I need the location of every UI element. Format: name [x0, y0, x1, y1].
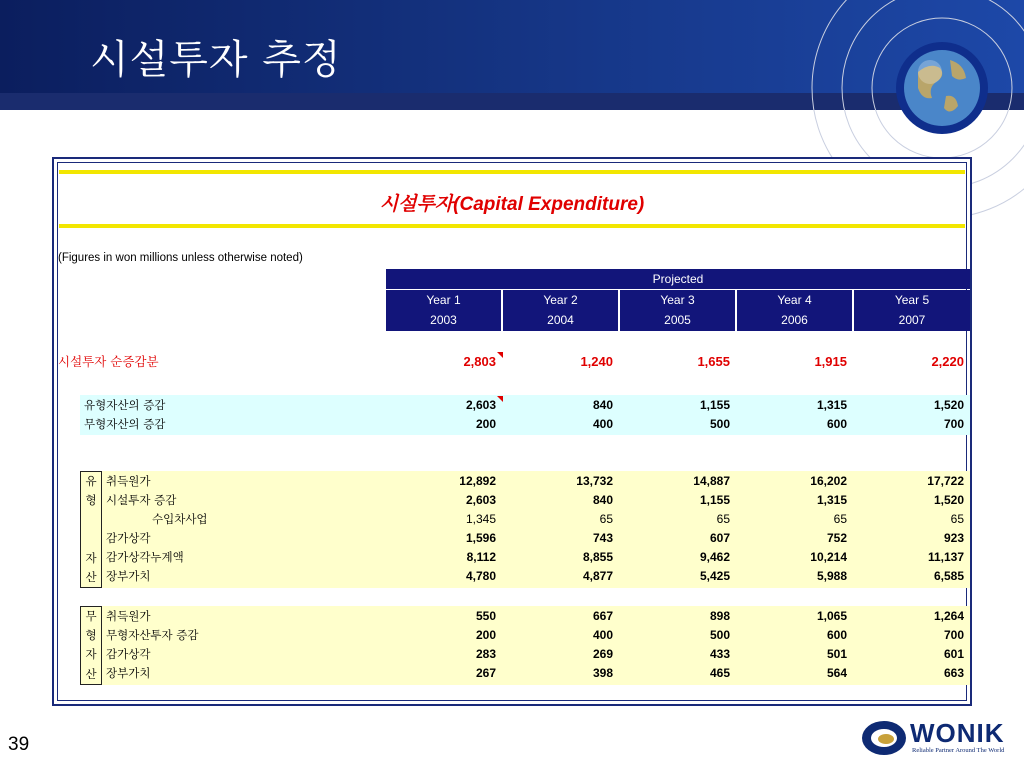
cell-value: 65 [833, 512, 847, 526]
row-label: 시설투자 증감 [106, 493, 177, 507]
logo-tagline: Reliable Partner Around The World [912, 747, 1005, 754]
row-label: 취득원가 [106, 474, 151, 488]
cell-value: 269 [592, 647, 613, 661]
row-label: 장부가치 [106, 569, 151, 583]
cell-value: 14,887 [693, 474, 730, 488]
row-label: 수입차사업 [152, 512, 208, 526]
year-header: Year 5 2007 [854, 290, 970, 331]
table-row [106, 567, 970, 586]
cell-value: 607 [709, 531, 730, 545]
cell-value: 65 [950, 512, 964, 526]
title-rule-top [59, 170, 965, 174]
row-label: 장부가치 [106, 666, 151, 680]
table-row [106, 529, 970, 548]
row-label: 시설투자 순증감분 [58, 354, 159, 369]
cell-value: 600 [826, 628, 847, 642]
cell-value: 840 [592, 493, 613, 507]
cell-value: 465 [709, 666, 730, 680]
projected-header: Projected [386, 269, 970, 289]
cell-value: 9,462 [699, 550, 730, 564]
cell-value: 923 [943, 531, 964, 545]
cell-value: 283 [475, 647, 496, 661]
table-row [106, 510, 970, 529]
cell-value: 1,520 [933, 493, 964, 507]
table-row [106, 472, 970, 491]
cell-value: 12,892 [459, 474, 496, 488]
cell-value: 1,065 [816, 609, 847, 623]
table-row [106, 645, 970, 664]
row-label: 무형자산의 증감 [84, 417, 166, 431]
slide-header [0, 0, 1024, 110]
cell-value: 433 [709, 647, 730, 661]
cell-value: 601 [943, 647, 964, 661]
cell-value: 65 [716, 512, 730, 526]
cell-value: 10,214 [810, 550, 847, 564]
table-row [106, 607, 970, 626]
cell-value: 1,315 [816, 493, 847, 507]
cell-value: 400 [592, 417, 613, 431]
comment-marker [497, 352, 503, 358]
cell-value: 200 [475, 628, 496, 642]
cell-value: 1,240 [580, 354, 613, 369]
cell-value: 267 [475, 666, 496, 680]
cell-value: 5,425 [699, 569, 730, 583]
row-label: 유형자산의 증감 [84, 398, 166, 412]
cell-value: 2,603 [465, 493, 496, 507]
cell-value: 11,137 [927, 550, 964, 564]
row-label: 무형자산투자 증감 [106, 628, 199, 642]
cell-value: 17,722 [927, 474, 964, 488]
cell-value: 16,202 [810, 474, 847, 488]
table-row [106, 626, 970, 645]
units-note: (Figures in won millions unless otherwise noted) [58, 252, 303, 264]
cell-value: 564 [826, 666, 847, 680]
summary-row [58, 352, 970, 371]
table-title-kr: 시설투자 [379, 193, 454, 215]
table-frame [52, 157, 972, 706]
cell-value: 4,877 [582, 569, 613, 583]
year-header: Year 1 2003 [386, 290, 501, 331]
cell-value: 500 [709, 628, 730, 642]
cell-value: 743 [592, 531, 613, 545]
table-row [106, 491, 970, 510]
cell-value: 400 [592, 628, 613, 642]
table-title-en: (Capital Expenditure) [453, 194, 645, 215]
year-header: Year 2 2004 [503, 290, 618, 331]
table-title [54, 189, 970, 216]
company-logo [860, 716, 1020, 760]
cell-value: 1,264 [933, 609, 964, 623]
table-row [106, 664, 970, 683]
cell-value: 65 [599, 512, 613, 526]
cell-value: 700 [943, 628, 964, 642]
cell-value: 8,855 [582, 550, 613, 564]
intangible-side-label: 무 형 자 산 [80, 606, 102, 685]
cell-value: 898 [709, 609, 730, 623]
table-row [84, 396, 970, 415]
cell-value: 1,315 [816, 398, 847, 412]
cell-value: 4,780 [465, 569, 496, 583]
header-stripe [0, 93, 1024, 110]
comment-marker [497, 396, 503, 402]
cell-value: 2,220 [931, 354, 964, 369]
cell-value: 1,596 [465, 531, 496, 545]
cell-value: 1,155 [699, 493, 730, 507]
wonik-logo-icon [860, 718, 908, 758]
cell-value: 1,915 [814, 354, 847, 369]
cell-value: 550 [475, 609, 496, 623]
cell-value: 700 [943, 417, 964, 431]
row-label: 감가상각누계액 [106, 550, 184, 564]
row-label: 취득원가 [106, 609, 151, 623]
table-row [84, 415, 970, 434]
cell-value: 2,803 [463, 354, 496, 369]
cell-value: 200 [475, 417, 496, 431]
logo-wordmark: WONIK [910, 718, 1005, 748]
cell-value: 8,112 [466, 550, 496, 564]
page-number: 39 [8, 734, 30, 755]
cell-value: 752 [826, 531, 847, 545]
cell-value: 1,345 [465, 512, 496, 526]
cell-value: 663 [943, 666, 964, 680]
cell-value: 500 [709, 417, 730, 431]
cell-value: 1,520 [933, 398, 964, 412]
table-row [106, 548, 970, 567]
title-rule-bottom [59, 224, 965, 228]
cell-value: 600 [826, 417, 847, 431]
cell-value: 501 [826, 647, 847, 661]
year-header: Year 4 2006 [737, 290, 852, 331]
row-label: 감가상각 [106, 531, 151, 545]
cell-value: 13,732 [576, 474, 613, 488]
cell-value: 667 [592, 609, 613, 623]
row-label: 감가상각 [106, 647, 151, 661]
year-header: Year 3 2005 [620, 290, 735, 331]
cell-value: 5,988 [816, 569, 847, 583]
cell-value: 2,603 [465, 398, 496, 412]
cell-value: 1,655 [697, 354, 730, 369]
cell-value: 398 [592, 666, 613, 680]
cell-value: 840 [592, 398, 613, 412]
cell-value: 6,585 [933, 569, 964, 583]
tangible-side-label: 유 형 자 산 [80, 471, 102, 588]
slide-title: 시설투자 추정 [90, 37, 342, 83]
cell-value: 1,155 [699, 398, 730, 412]
